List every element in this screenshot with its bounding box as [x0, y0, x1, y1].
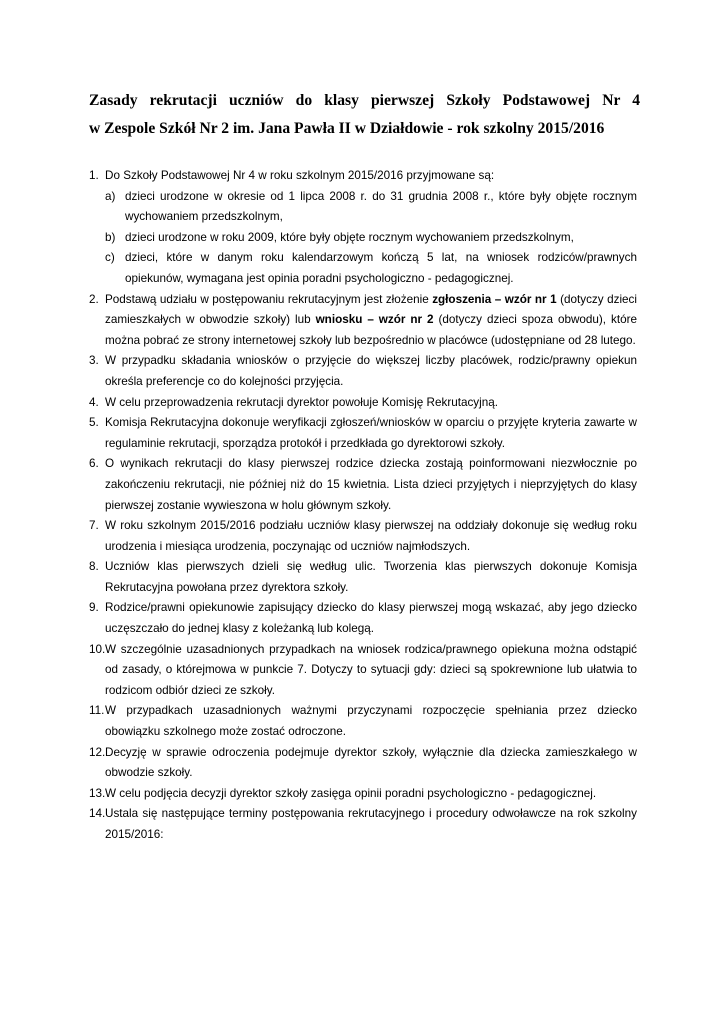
item-number: 14.	[89, 807, 106, 821]
item-number: 12.	[89, 745, 106, 759]
item-number: 2.	[89, 292, 99, 306]
item-number: 1.	[89, 169, 99, 182]
document-title	[89, 87, 640, 143]
list-item-2	[89, 290, 637, 352]
item-text-part-a: Podstawą udziału w postępowaniu rekrutacyjnym jest złożenie	[105, 292, 433, 306]
item-number: 6.	[89, 457, 99, 471]
subitem-text: dzieci urodzone w roku 2009, które były objęte rocznym wychowaniem przedszkolnym,	[125, 230, 574, 244]
rules-list	[89, 166, 637, 846]
subitem-text: dzieci, które w danym roku kalendarzowym kończą 5 lat, na wniosek rodziców/prawnych opiekunów, wymagana jest opinia poradni psychologiczno - pedagogicznej.	[125, 251, 637, 285]
item-text: W celu podjęcia decyzji dyrektor szkoły zasięga opinii poradni psychologiczno - pedagogicznej.	[105, 786, 597, 800]
item-number: 4.	[89, 395, 99, 409]
subitem-b	[105, 228, 637, 249]
list-item-6	[89, 454, 637, 516]
item-text: W roku szkolnym 2015/2016 podziału uczniów klasy pierwszej na oddziały dokonuje się według roku urodzenia i miesiąca urodzenia, poczynając od uczniów najmłodszych.	[105, 519, 637, 553]
item-bold-form-2: wniosku – wzór nr 2	[315, 313, 434, 327]
item-text: Uczniów klas pierwszych dzieli się według ulic. Tworzenia klas pierwszych dokonuje Komisja Rekrutacyjna powołana przez dyrektora szkoły.	[105, 560, 637, 594]
title-line-1: Zasady rekrutacji uczniów do klasy pierwszej Szkoły Podstawowej Nr 4	[89, 92, 640, 109]
list-item-10	[89, 640, 637, 702]
item-number: 3.	[89, 354, 99, 368]
item-number: 8.	[89, 560, 99, 574]
item-number: 5.	[89, 416, 99, 430]
item-text: O wynikach rekrutacji do klasy pierwszej rodzice dziecka zostają poinformowani niezwłocznie po zakończeniu rekrutacji, nie później niż do 15 kwietnia. Lista dzieci przyjętych i nieprzyjętych do klasy pierwszej zostanie wywieszona w holu głównym szkoły.	[105, 457, 637, 512]
list-item-4	[89, 393, 637, 414]
subitem-text: dzieci urodzone w okresie od 1 lipca 2008 r. do 31 grudnia 2008 r., które były objęte rocznym wychowaniem przedszkolnym,	[125, 189, 637, 224]
list-item-3	[89, 351, 637, 392]
item-text: W przypadkach uzasadnionych ważnymi przyczynami rozpoczęcie spełniania przez dziecko obowiązku szkolnego może zostać odroczone.	[105, 704, 637, 739]
list-item-11	[89, 701, 637, 742]
item-bold-form-1: zgłoszenia – wzór nr 1	[432, 292, 557, 306]
item-text: W szczególnie uzasadnionych przypadkach na wniosek rodzica/prawnego opiekuna można odstąpić od zasady, o którejmowa w punkcie 7. Dotyczy to sytuacji gdy: dzieci są spokrewnione lub ułatwia to rodzicom odbiór dzieci ze szkoły.	[105, 642, 637, 697]
list-item-14	[89, 804, 637, 845]
item-text: W przypadku składania wniosków o przyjęcie do większej liczby placówek, rodzic/prawny opiekun określa preferencje co do kolejności przyjęcia.	[105, 354, 637, 388]
item-text: Komisja Rekrutacyjna dokonuje weryfikacji zgłoszeń/wniosków w oparciu o przyjęte kryteria zawarte w regulaminie rekrutacji, sporządza protokół i przedkłada go dyrektorowi szkoły.	[105, 416, 637, 450]
subitem-letter: b)	[105, 230, 116, 244]
item-text: W celu przeprowadzenia rekrutacji dyrektor powołuje Komisję Rekrutacyjną.	[105, 395, 498, 409]
subitem-a	[105, 187, 637, 228]
item-text-part-b: (dotyczy dzieci zamieszkałych w obwodzie szkoły) lub	[105, 292, 637, 327]
title-line-2: w Zespole Szkół Nr 2 im. Jana Pawła II w Działdowie - rok szkolny 2015/2016	[89, 120, 605, 137]
list-item-8	[89, 557, 637, 598]
item-text: Ustala się następujące terminy postępowania rekrutacyjnego i procedury odwoławcze na rok szkolny 2015/2016:	[105, 807, 637, 841]
item-text: Do Szkoły Podstawowej Nr 4 w roku szkolnym 2015/2016 przyjmowane są:	[105, 169, 495, 182]
item-number: 13.	[89, 786, 106, 800]
item-number: 11.	[89, 704, 105, 718]
subitem-c	[105, 248, 637, 289]
list-item-9	[89, 598, 637, 639]
list-item-5	[89, 413, 637, 454]
list-item-13	[89, 784, 637, 805]
subitem-letter: a)	[105, 189, 116, 203]
item-text: Decyzję w sprawie odroczenia podejmuje dyrektor szkoły, wyłącznie dla dziecka zamieszkałego w obwodzie szkoły.	[105, 745, 637, 780]
item-text: Rodzice/prawni opiekunowie zapisujący dziecko do klasy pierwszej mogą wskazać, aby jego dziecko uczęszczało do jednej klasy z koleżanką lub kolegą.	[105, 601, 637, 636]
subitem-letter: c)	[105, 251, 115, 265]
list-item-12	[89, 743, 637, 784]
list-item-7	[89, 516, 637, 557]
list-item-1	[89, 166, 637, 290]
item-text-part-c: (dotyczy dzieci spoza obwodu), które można pobrać ze strony internetowej szkoły lub bezpośrednio w placówce (udostępniane od 28 lutego.	[105, 313, 637, 347]
item-number: 7.	[89, 519, 99, 533]
item-number: 10.	[89, 642, 106, 656]
item-number: 9.	[89, 601, 99, 615]
